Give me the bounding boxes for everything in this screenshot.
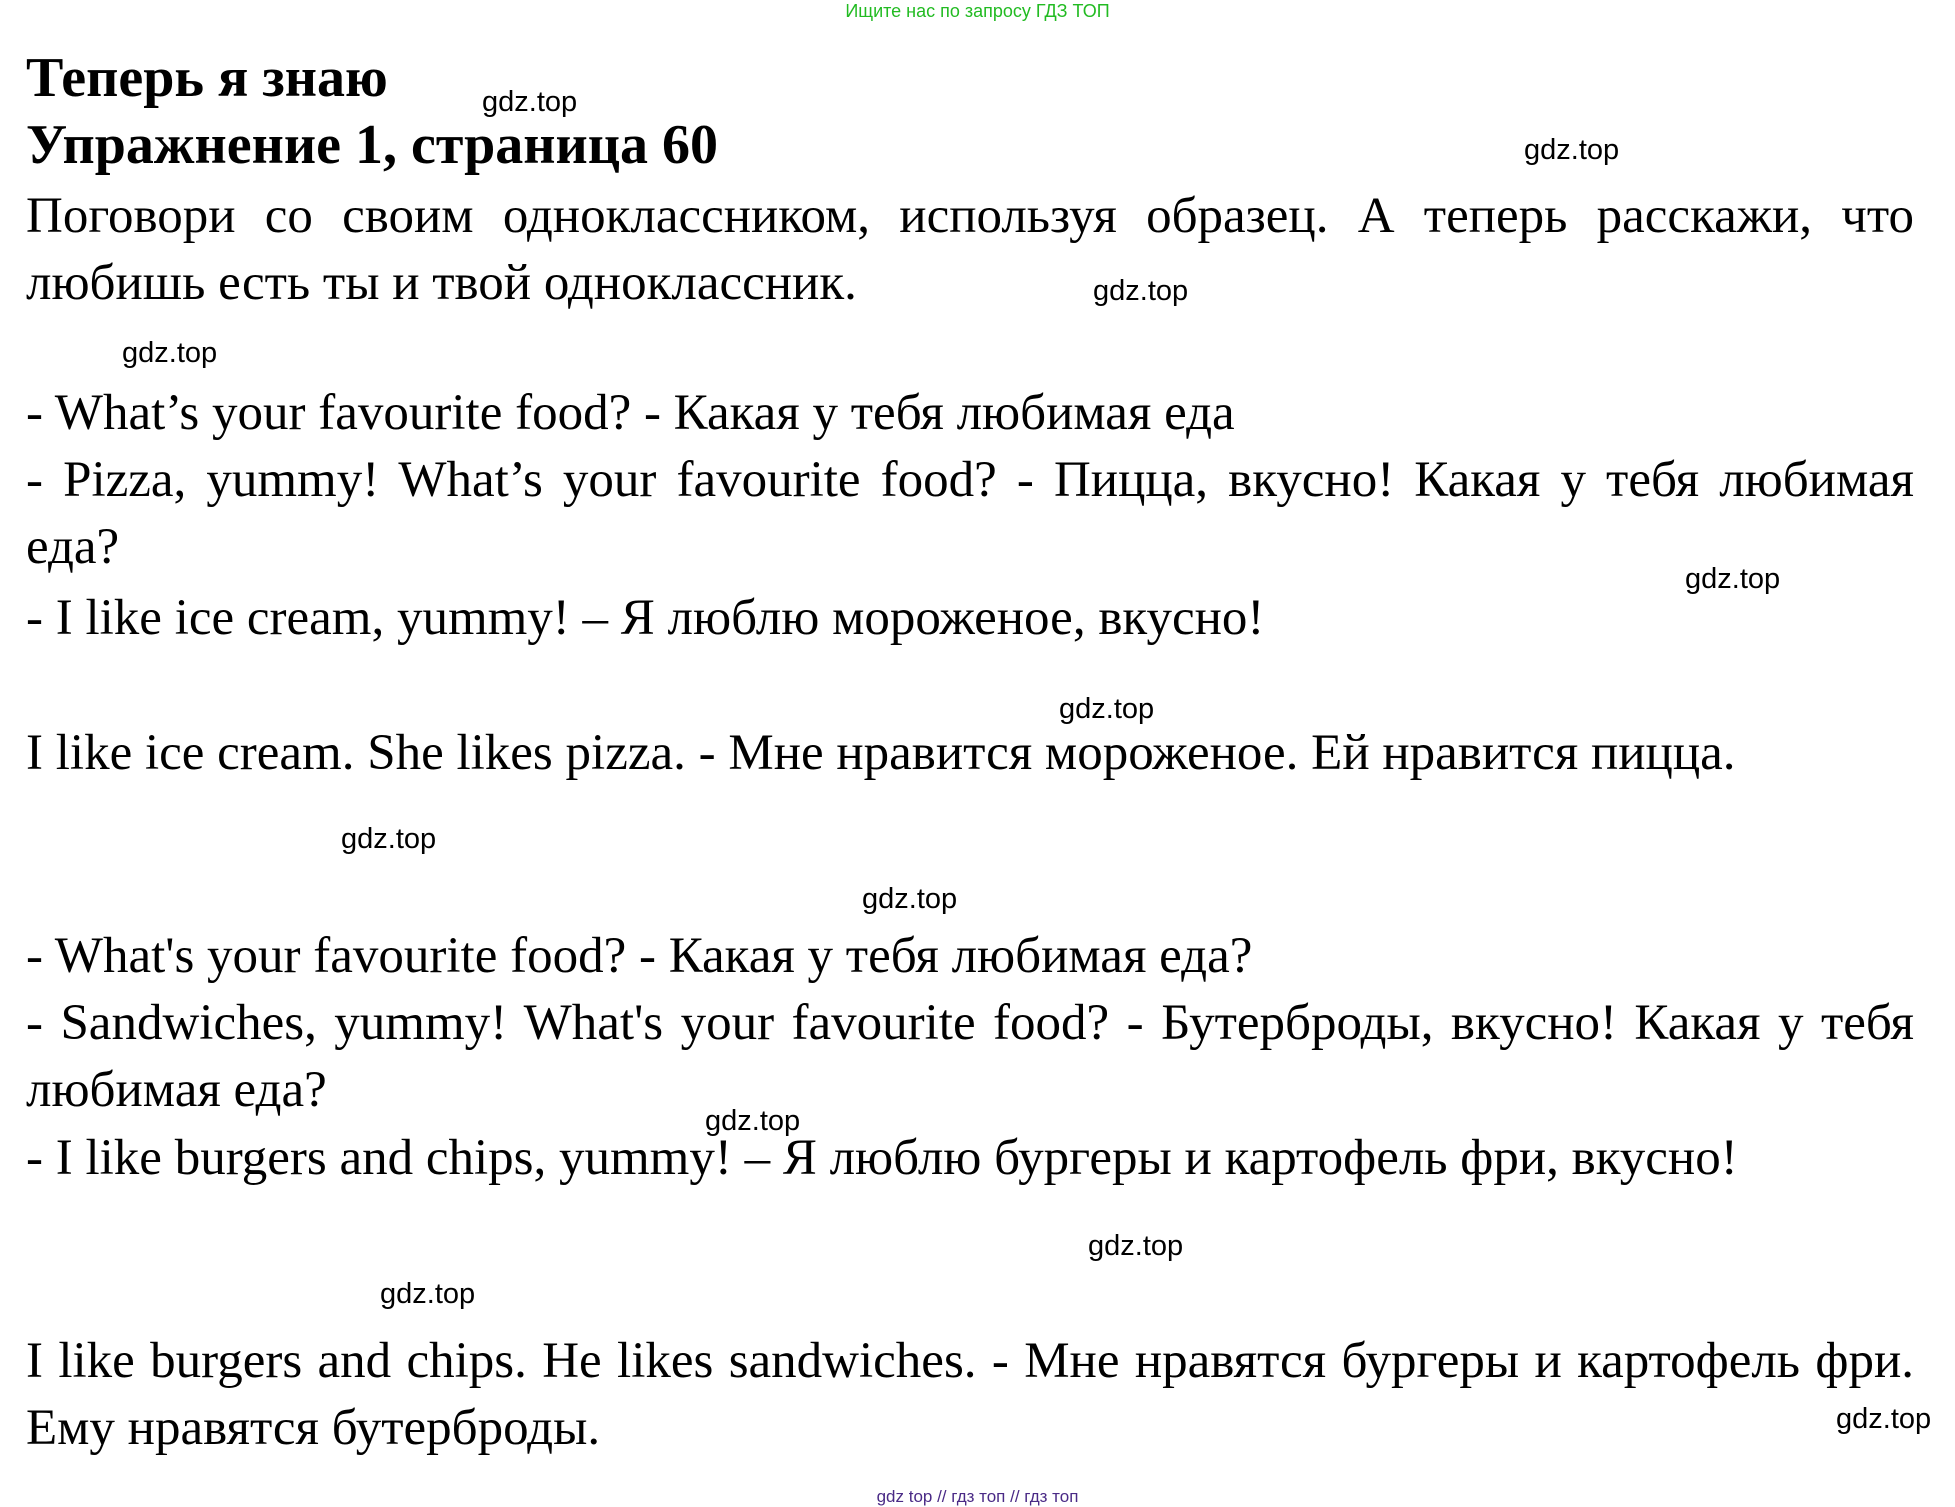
dialog1-reply: - I like ice cream, yummy! – Я люблю мороженое, вкусно! (26, 590, 1265, 646)
watermark: gdz.top (122, 337, 218, 369)
section-title: Теперь я знаю (26, 47, 388, 109)
exercise-title: Упражнение 1, страница 60 (26, 114, 719, 176)
watermark: gdz.top (1093, 275, 1189, 307)
watermark: gdz.top (1088, 1230, 1184, 1262)
watermark: gdz.top (1059, 693, 1155, 725)
task-text: Поговори со своим одноклассником, используя образец. А теперь расскажи, что любишь есть ты и твой одноклассник. (26, 188, 1914, 311)
watermark: gdz.top (1524, 134, 1620, 166)
watermark: gdz.top (482, 86, 578, 118)
top-banner: Ищите нас по запросу ГДЗ ТОП (845, 1, 1110, 21)
dialog2-reply: - I like burgers and chips, yummy! – Я люблю бургеры и картофель фри, вкусно! (26, 1130, 1738, 1186)
watermark: gdz.top (1685, 563, 1781, 595)
dialog1-question: - What’s your favourite food? - Какая у тебя любимая еда (26, 385, 1235, 441)
dialog2-question: - What's your favourite food? - Какая у тебя любимая еда? (26, 928, 1253, 984)
dialog2-answer: - Sandwiches, yummy! What's your favourite food? - Бутерброды, вкусно! Какая у тебя любимая еда? (26, 995, 1914, 1118)
watermark: gdz.top (1836, 1403, 1932, 1435)
dialog1-answer: - Pizza, yummy! What’s your favourite food? - Пицца, вкусно! Какая у тебя любимая еда? (26, 452, 1914, 575)
watermark: gdz.top (380, 1278, 476, 1310)
watermark: gdz.top (705, 1105, 801, 1137)
footer-links: gdz top // гдз топ // гдз топ (876, 1487, 1079, 1506)
watermark: gdz.top (862, 883, 958, 915)
summary1-text: I like ice cream. She likes pizza. - Мне нравится мороженое. Ей нравится пицца. (26, 725, 1736, 781)
watermark: gdz.top (341, 823, 437, 855)
summary2-text: I like burgers and chips. He likes sandwiches. - Мне нравятся бургеры и картофель фри. Ему нравятся бутерброды. (26, 1333, 1914, 1456)
